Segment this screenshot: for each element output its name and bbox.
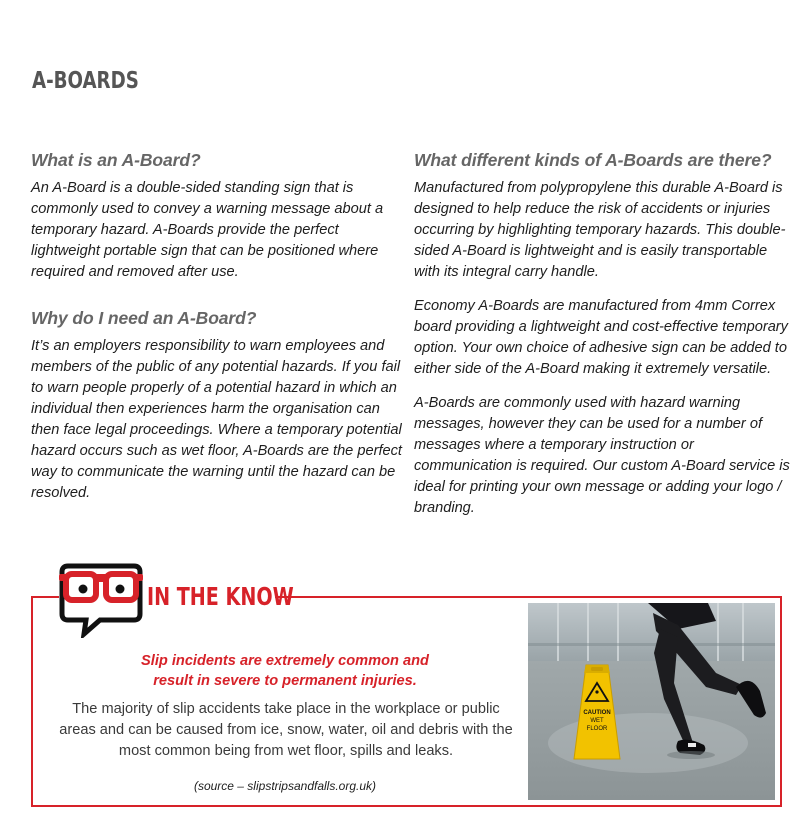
in-the-know-border-left — [31, 596, 59, 598]
page-title: A-BOARDS — [32, 68, 139, 94]
what-is-heading: What is an A-Board? — [31, 150, 201, 170]
sign-caption-floor: FLOOR — [586, 726, 608, 732]
in-the-know-heading: IN THE KNOW — [147, 582, 294, 611]
in-the-know-highlight — [60, 651, 510, 691]
kinds-para-1: Manufactured from polypropylene this durable A-Board is designed to help reduce the risk of accidents or injuries occurring by highlighting temporary hazards. This double-sided A-Board is lightweight and is easily transportable with its integral carry handle. — [414, 180, 786, 280]
why-need-body: It’s an employers responsibility to warn employees and members of the public of any potential hazards. If you fail to warn people properly of a potential hazard in which an individual then experiences harm the organisation can then face legal proceedings. Where a temporary potential hazard occurs such as wet floor, A-Boards are the perfect way to communicate the warning until the hazard can be resolved. — [31, 338, 402, 501]
kinds-para-3: A-Boards are commonly used with hazard warning messages, however they can be used for a number of messages where a temporary instruction or communication is required. Our custom A-Board service is ideal for printing your own message or adding your logo / branding. — [414, 395, 790, 516]
sign-caption-wet: WET — [590, 718, 604, 724]
speech-bubble-glasses-icon — [58, 560, 144, 638]
in-the-know-border-right — [275, 596, 782, 598]
highlight-line-1: Slip incidents are extremely common and — [141, 653, 429, 669]
why-need-heading: Why do I need an A-Board? — [31, 308, 257, 328]
sign-caption-caution: CAUTION — [583, 710, 611, 716]
what-is-body: An A-Board is a double-sided standing sign that is commonly used to convey a warning message about a temporary hazard. A-Boards provide the perfect lightweight portable sign that can be positioned where required and removed after use. — [31, 180, 384, 280]
kinds-para-2: Economy A-Boards are manufactured from 4mm Correx board providing a lightweight and cost-effective temporary option. Your own choice of adhesive sign can be added to either side of the A-Board making it extremely versatile. — [414, 298, 788, 377]
slip-photo — [528, 603, 775, 800]
kinds-heading: What different kinds of A-Boards are there? — [414, 150, 772, 170]
right-column — [414, 150, 794, 519]
in-the-know-body: The majority of slip accidents take place in the workplace or public areas and can be caused from ice, snow, water, oil and debris with the most common being from wet floor, spills and leaks. — [59, 701, 513, 759]
in-the-know-source: (source – slipstripsandfalls.org.uk) — [193, 779, 377, 793]
highlight-line-2: result in severe to permanent injuries. — [153, 673, 417, 689]
left-column — [31, 150, 403, 504]
